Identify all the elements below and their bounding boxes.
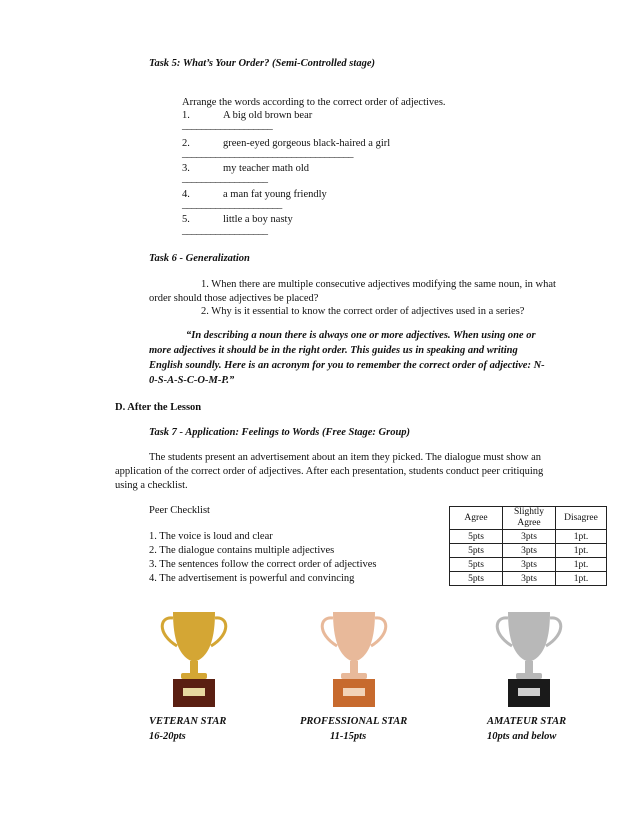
task6-question-1: 1. When there are multiple consecutive adjectives modifying the same noun, in what: [201, 279, 556, 290]
header-agree: Agree: [450, 507, 503, 530]
item-words: a man fat young friendly: [223, 189, 327, 200]
table-cell: 5pts: [450, 558, 503, 572]
trophy-points-veteran: 16-20pts: [149, 731, 186, 742]
header-slightly-line2: Agree: [517, 518, 541, 528]
table-row: [450, 544, 607, 558]
quote-line: 0-S-A-S-C-O-M-P.”: [149, 375, 235, 386]
trophy-silver-icon: [484, 606, 574, 711]
task6-question-2: 2. Why is it essential to know the correct order of adjectives used in a series?: [201, 306, 525, 317]
item-words: my teacher math old: [223, 163, 310, 174]
item-number: 1.: [182, 110, 190, 121]
table-cell: 3pts: [503, 558, 556, 572]
task5-instruction: Arrange the words according to the correct order of adjectives.: [182, 97, 446, 108]
checklist-title: Peer Checklist: [149, 505, 210, 516]
table-cell: 5pts: [450, 572, 503, 586]
answer-blank: __________________: [182, 173, 268, 184]
checklist-item: 1. The voice is loud and clear: [149, 531, 273, 542]
table-cell: 3pts: [503, 572, 556, 586]
quote-line: “In describing a noun there is always one or more adjectives. When using one or: [186, 330, 536, 341]
section-d-heading: D. After the Lesson: [115, 402, 202, 413]
table-cell: 1pt.: [556, 558, 607, 572]
item-words: little a boy nasty: [223, 214, 293, 225]
item-number: 2.: [182, 138, 190, 149]
item-words: A big old brown bear: [223, 110, 313, 121]
table-cell: 1pt.: [556, 544, 607, 558]
table-header-row: [450, 507, 607, 530]
trophy-label-veteran: VETERAN STAR: [149, 716, 227, 727]
table-cell: 1pt.: [556, 572, 607, 586]
table-row: [450, 572, 607, 586]
trophy-points-professional: 11-15pts: [330, 731, 367, 742]
task7-paragraph-line: using a checklist.: [115, 480, 188, 491]
table-cell: 1pt.: [556, 530, 607, 544]
header-slightly-line1: Slightly: [513, 507, 545, 517]
task6-heading: Task 6 - Generalization: [149, 253, 250, 264]
table-row: [450, 530, 607, 544]
task7-paragraph-line: The students present an advertisement about an item they picked. The dialogue must show an: [149, 452, 541, 463]
answer-blank: ____________________________________: [182, 148, 353, 159]
header-disagree: Disagree: [556, 507, 607, 530]
quote-line: more adjectives it should be in the right order. This guides us in speaking and writing: [149, 345, 518, 356]
trophy-gold-icon: [149, 606, 239, 711]
table-cell: 3pts: [503, 530, 556, 544]
table-cell: 5pts: [450, 530, 503, 544]
item-number: 4.: [182, 189, 190, 200]
score-table: [449, 506, 607, 586]
answer-blank: ___________________: [182, 120, 273, 131]
header-slightly-agree: [503, 507, 556, 530]
item-number: 3.: [182, 163, 190, 174]
answer-blank: __________________: [182, 225, 268, 236]
checklist-item: 2. The dialogue contains multiple adjectives: [149, 545, 335, 556]
item-number: 5.: [182, 214, 190, 225]
trophy-bronze-icon: [309, 606, 399, 711]
checklist-item: 4. The advertisement is powerful and convincing: [149, 573, 355, 584]
answer-blank: _____________________: [182, 199, 282, 210]
task5-heading: Task 5: What’s Your Order? (Semi-Controlled stage): [149, 58, 375, 69]
trophy-label-amateur: AMATEUR STAR: [487, 716, 567, 727]
task7-paragraph-line: application of the correct order of adjectives. After each presentation, students conduct peer critiquing: [115, 466, 544, 477]
checklist-item: 3. The sentences follow the correct order of adjectives: [149, 559, 377, 570]
trophy-points-amateur: 10pts and below: [487, 731, 557, 742]
table-cell: 5pts: [450, 544, 503, 558]
quote-line: English soundly. Here is an acronym for you to remember the correct order of adjective: N-: [149, 360, 545, 371]
task7-heading: Task 7 - Application: Feelings to Words (Free Stage: Group): [149, 427, 411, 438]
item-words: green-eyed gorgeous black-haired a girl: [223, 138, 391, 149]
task6-question-1-cont: order should those adjectives be placed?: [149, 293, 319, 304]
table-row: [450, 558, 607, 572]
trophy-label-professional: PROFESSIONAL STAR: [300, 716, 408, 727]
table-cell: 3pts: [503, 544, 556, 558]
